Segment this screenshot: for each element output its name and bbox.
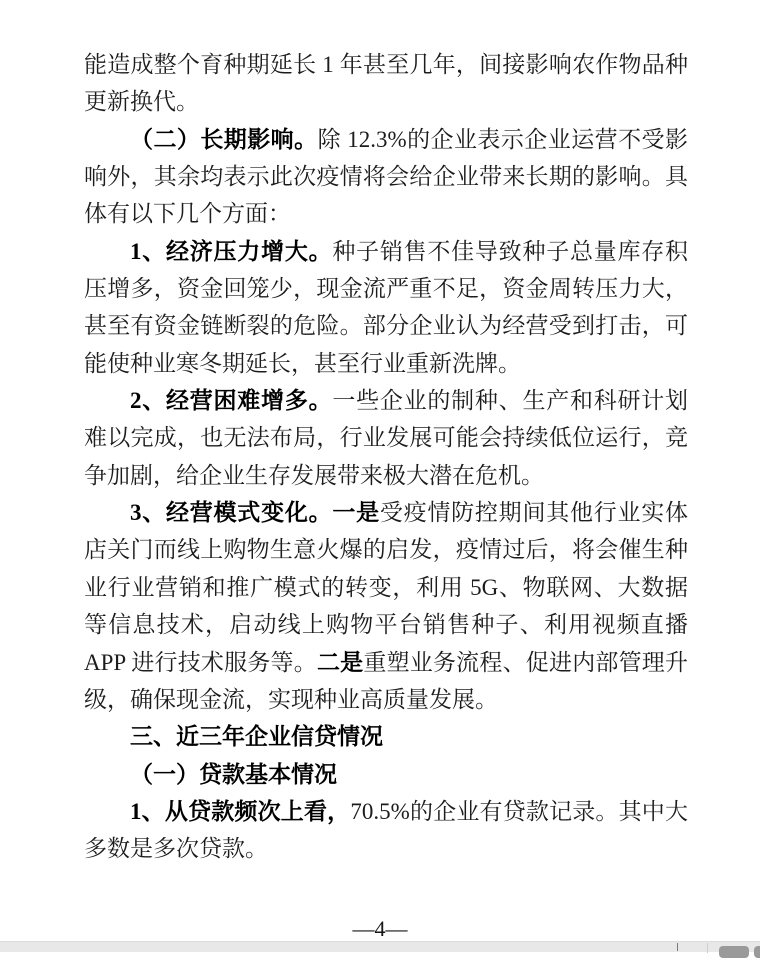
- subsection-heading-loan-basics: [84, 756, 688, 793]
- document-body-text: [84, 46, 688, 868]
- heading-run: 三、近三年企业信贷情况: [130, 723, 383, 750]
- heading-run: （二）长期影响。: [130, 126, 318, 152]
- emphasis-run: 二是: [316, 649, 364, 675]
- paragraph-business-model-change: [84, 494, 688, 718]
- text-run: 种子销售不佳导致种子总量库存积压增多，资金回笼少，现金流严重不足，资金周转压力大，甚至有资金链断裂的危险。部分企业认为经营受到打击，可能使种业寒冬期延长，甚至行业重新洗牌。: [84, 238, 689, 376]
- text-run: 受疫情防控期间其他行业实体店关门而线上购物生意火爆的启发，疫情过后，将会催生种业行业营销和推广模式的转变，利用 5G、物联网、大数据等信息技术，启动线上购物平台销售种子、利用视频直播 APP 进行技术服务等。: [84, 500, 689, 675]
- text-run: 除 12.3%的企业表示企业运营不受影响外，其余均表示此次疫情将会给企业带来长期的影响。具体有以下几个方面：: [84, 126, 688, 227]
- zoom-slider-tick-icon: [677, 943, 678, 951]
- heading-run: 1、经济压力增大。: [130, 238, 333, 264]
- paragraph-economic-pressure: [84, 233, 688, 382]
- text-run: 一些企业的制种、生产和科研计划难以完成，也无法布局，行业发展可能会持续低位运行，竞争加剧，给企业生存发展带来极大潜在危机。: [84, 388, 689, 488]
- heading-run: 3、经营模式变化。一是: [130, 500, 380, 526]
- paragraph-continuation: [84, 46, 688, 121]
- paragraph-operating-difficulties: [84, 382, 688, 494]
- status-bar: [0, 941, 760, 952]
- paragraph-loan-frequency: [84, 793, 688, 868]
- page-number: —4—: [352, 916, 408, 941]
- text-run: 能造成整个育种期延长 1 年甚至几年，间接影响农作物品种更新换代。: [84, 52, 688, 115]
- text-run: 重塑业务流程、促进内部管理升级，确保现金流，实现种业高质量发展。: [84, 649, 689, 712]
- heading-run: 2、经营困难增多。: [130, 388, 333, 414]
- heading-run: 1、从贷款频次上看，: [130, 798, 351, 824]
- view-mode-button[interactable]: [754, 946, 760, 958]
- paragraph-long-term-impact: [84, 121, 688, 233]
- view-mode-button[interactable]: [719, 946, 749, 958]
- text-run: 70.5%的企业有贷款记录。其中大多数是多次贷款。: [84, 798, 688, 862]
- section-heading-credit-situation: [84, 718, 688, 755]
- heading-run: （一）贷款基本情况: [130, 761, 337, 787]
